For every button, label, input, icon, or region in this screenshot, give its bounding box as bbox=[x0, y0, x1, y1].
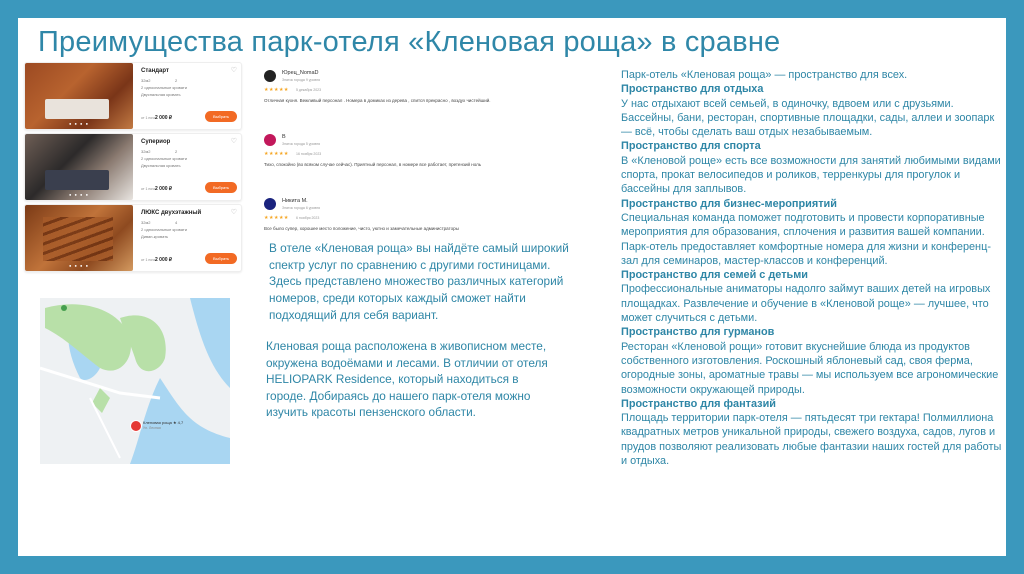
favorite-icon[interactable]: ♡ bbox=[230, 67, 237, 74]
room-name: Супериор bbox=[141, 139, 171, 145]
map-pin-icon[interactable] bbox=[130, 420, 142, 432]
location-paragraph: Кленовая роща расположена в живописном месте, окружена водоёмами и лесами. В отличии от отеля HELIOPARK Residence, который находиться в городе. Добираясь до нашего парк-отеля можно изучить красоты пензенского области. bbox=[266, 339, 548, 419]
section-heading: Пространство для бизнес-мероприятий bbox=[621, 197, 837, 210]
room-price: 2 000 ₽ bbox=[155, 257, 173, 263]
select-room-button[interactable]: Выбрать bbox=[205, 182, 237, 193]
section-text: Профессиональные аниматоры надолго займут ваших детей на игровых площадках. Развлечение и обучение в «Кленовой роще» — лучшее, что может случиться с детьми. bbox=[621, 283, 991, 325]
review-date: 5 декабря 2023 bbox=[296, 88, 322, 92]
room-list bbox=[24, 62, 242, 275]
review-text: Отличная кухня. Вежливый персонал . Номера в домиках из дерева , спится прекрасно , воздух чистейший. bbox=[264, 98, 491, 103]
sections-intro: Парк-отель «Кленовая роща» — пространство для всех. bbox=[621, 69, 908, 81]
review-author-level: Знаток города 5 уровня bbox=[282, 142, 321, 146]
review-item bbox=[258, 130, 554, 194]
price-label: от 1 ночь bbox=[141, 116, 156, 120]
avatar[interactable] bbox=[264, 198, 276, 210]
room-price: 2 000 ₽ bbox=[155, 115, 173, 121]
slide bbox=[18, 18, 1006, 556]
review-text: Все было супер, хорошее место положение, чисто, уютно и замечательные администраторы bbox=[264, 226, 459, 231]
room-feature: 32м2 bbox=[141, 149, 151, 154]
room-feature: 2 односпальные кровати bbox=[141, 85, 187, 90]
room-card[interactable] bbox=[24, 133, 242, 201]
location-map[interactable] bbox=[40, 298, 230, 464]
map-place-sublabel: Ул. Лесная bbox=[143, 426, 161, 430]
avatar[interactable] bbox=[264, 134, 276, 146]
room-price: 2 000 ₽ bbox=[155, 186, 173, 192]
advantages-column bbox=[621, 68, 1005, 468]
room-photo[interactable]: ● ● ● ● bbox=[25, 205, 133, 271]
favorite-icon[interactable]: ♡ bbox=[230, 209, 237, 216]
section-heading: Пространство для отдыха bbox=[621, 83, 764, 96]
rating-stars-icon: ★★★★★ bbox=[264, 151, 289, 157]
room-feature: 4 bbox=[175, 220, 178, 225]
review-list bbox=[258, 66, 554, 258]
room-feature: 2 односпальные кровати bbox=[141, 227, 187, 232]
room-feature: Диван-кровать bbox=[141, 234, 169, 239]
review-item bbox=[258, 66, 554, 130]
room-name: ЛЮКС двухэтажный bbox=[141, 210, 202, 216]
room-card[interactable] bbox=[24, 62, 242, 130]
room-feature: Двуспальная кровать bbox=[141, 92, 181, 97]
review-date: 6 ноября 2023 bbox=[296, 216, 320, 220]
price-label: от 1 ночь bbox=[141, 258, 156, 262]
intro-paragraph: В отеле «Кленовая роща» вы найдёте самый широкий спектр услуг по сравнению с другими гостиницами. Здесь представлено множество различных категорий номеров, среди которых каждый сможет найти подходящий для себя вариант. bbox=[269, 241, 569, 322]
rating-stars-icon: ★★★★★ bbox=[264, 215, 289, 221]
section-text: У нас отдыхают всей семьей, в одиночку, вдвоем или с друзьями. Бассейны, бани, ресторан, спортивные площадки, сады, аллеи и зоопарк — всё, чтобы сделать ваш отдых незабываемым. bbox=[621, 97, 995, 139]
avatar[interactable] bbox=[264, 70, 276, 82]
page-title: Преимущества парк-отеля «Кленовая роща» в сравне bbox=[38, 26, 781, 58]
section-heading: Пространство для спорта bbox=[621, 140, 761, 153]
select-room-button[interactable]: Выбрать bbox=[205, 253, 237, 264]
section-heading: Пространство для гурманов bbox=[621, 326, 775, 339]
review-author[interactable]: Никита М. bbox=[282, 198, 308, 204]
section-heading: Пространство для фантазий bbox=[621, 397, 776, 410]
section-heading: Пространство для семей с детьми bbox=[621, 269, 808, 282]
price-label: от 1 ночь bbox=[141, 187, 156, 191]
section-text: Специальная команда поможет подготовить и провести корпоративные мероприятия для образования, сплочения и развития вашей компании. Парк-отель предоставляет комфортные номера для жизни и конференц-зал для семинаров, мастер-классов и конференций. bbox=[621, 211, 991, 267]
room-feature: 2 односпальные кровати bbox=[141, 156, 187, 161]
review-author[interactable]: В bbox=[282, 134, 286, 140]
section-text: Площадь территории парк-отеля — пятьдесят три гектара! Полмиллиона квадратных метров уникальной природы, свежего воздуха, садов, лугов и прудов позволяют реализовать любые фантазии наших гостей для работы и отдыха. bbox=[621, 412, 1002, 468]
room-feature: 32м2 bbox=[141, 78, 151, 83]
room-photo[interactable]: ● ● ● ● bbox=[25, 134, 133, 200]
map-place-label: Кленовая роща ★ 4,7 bbox=[143, 420, 184, 425]
review-author-level: Знаток города 9 уровня bbox=[282, 78, 321, 82]
room-feature: 2 bbox=[175, 149, 178, 154]
review-text: Тихо, спокойно (во всяком случае сейчас). Приятный персонал, в номере все работает, претензий ноль bbox=[264, 162, 482, 167]
room-feature: Двуспальная кровать bbox=[141, 163, 181, 168]
review-author-level: Знаток города 6 уровня bbox=[282, 206, 321, 210]
review-author[interactable]: Юрец_NomaD bbox=[282, 70, 319, 76]
rating-stars-icon: ★★★★★ bbox=[264, 87, 289, 93]
favorite-icon[interactable]: ♡ bbox=[230, 138, 237, 145]
room-name: Стандарт bbox=[141, 68, 169, 74]
room-feature: 2 bbox=[175, 78, 178, 83]
room-photo[interactable]: ● ● ● ● bbox=[25, 63, 133, 129]
room-card[interactable] bbox=[24, 204, 242, 272]
room-feature: 32м2 bbox=[141, 220, 151, 225]
review-date: 16 ноября 2023 bbox=[296, 152, 322, 156]
section-text: В «Кленовой роще» есть все возможности для занятий любимыми видами спорта, прокат велосипедов и роликов, терренкуры для прогулок и бассейны для заплывов. bbox=[621, 154, 1001, 196]
section-text: Ресторан «Кленовой рощи» готовит вкуснейшие блюда из продуктов собственного изготовления. Роскошный яблоневый сад, своя ферма, огородные зоны, ароматные травы — мы используем все агрономические возможности окружающей природы. bbox=[621, 340, 999, 396]
select-room-button[interactable]: Выбрать bbox=[205, 111, 237, 122]
